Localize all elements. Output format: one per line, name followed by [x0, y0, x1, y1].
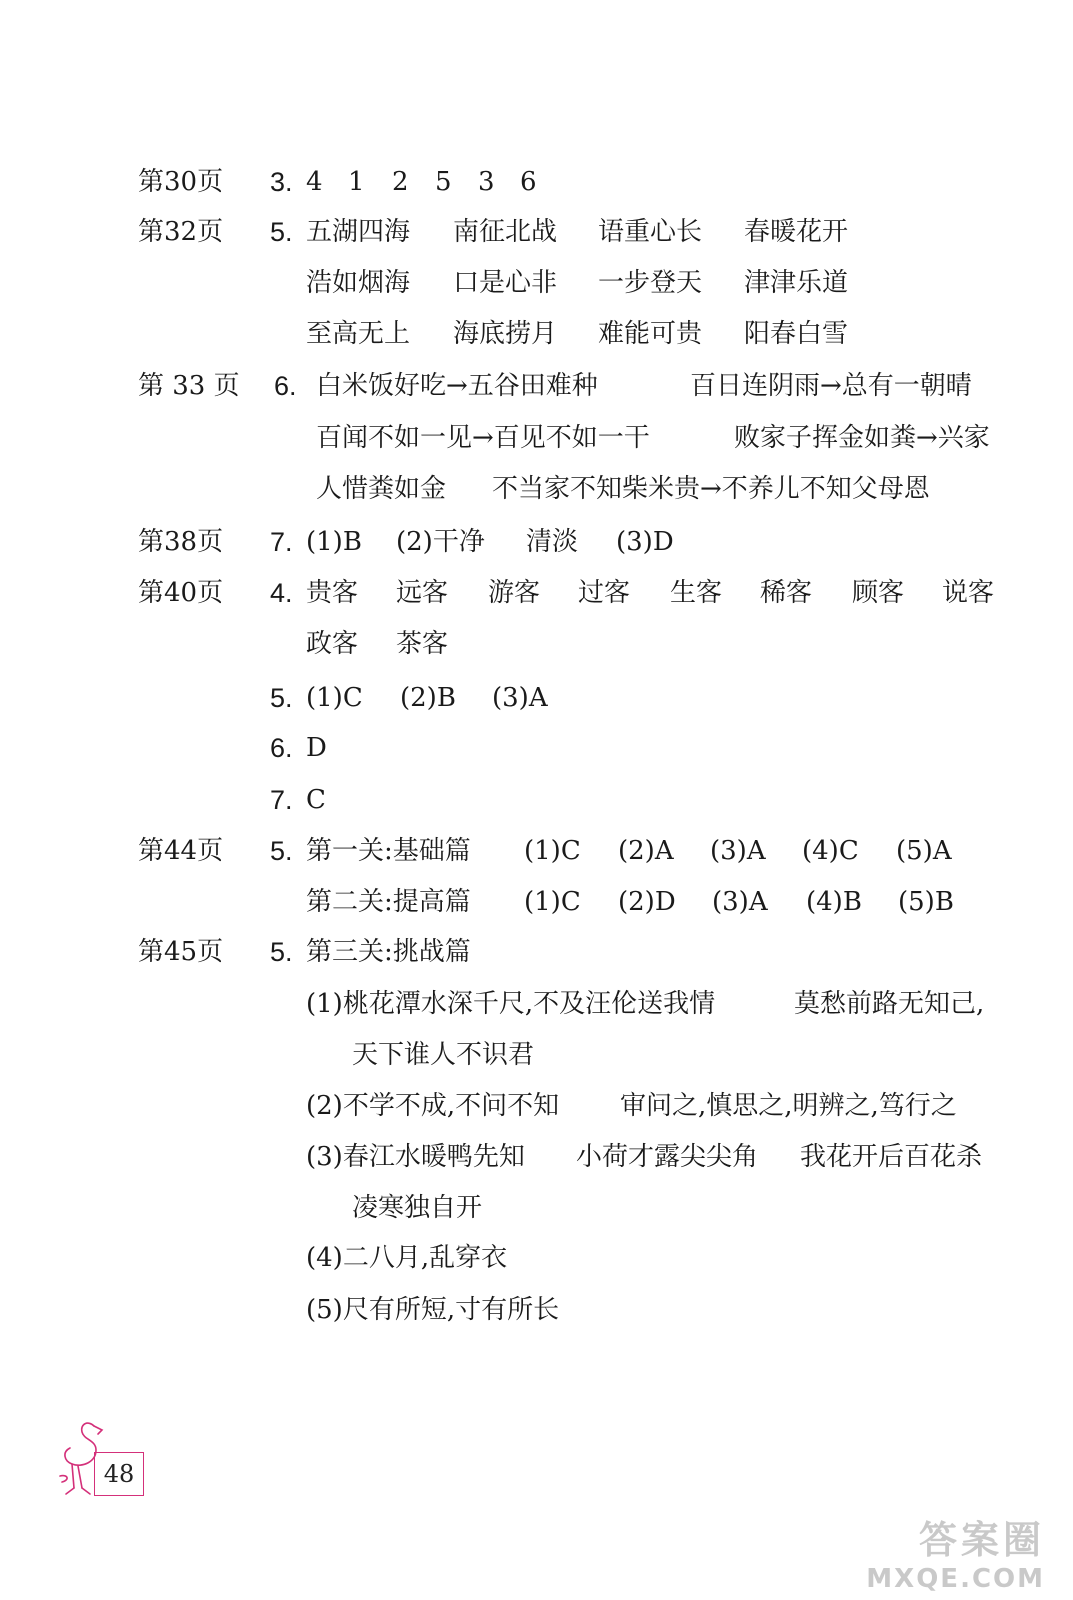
answer-item: 2	[392, 167, 409, 197]
answer-row-p33	[138, 366, 1038, 406]
answer-item: 审问之,慎思之,明辨之,笃行之	[620, 1091, 957, 1121]
answer-item: (3)A	[712, 887, 768, 917]
answer-item: 5	[435, 167, 452, 197]
answer-item: 阳春白雪	[744, 319, 849, 349]
answer-row-p45	[138, 932, 558, 972]
answer-item: 浩如烟海	[306, 268, 411, 298]
answer-item: 说客	[942, 578, 995, 608]
answer-item: (2)干净	[396, 527, 485, 557]
answer-item: (1)C	[524, 836, 581, 866]
answer-item: 凌寒独自开	[352, 1193, 483, 1223]
answer-item: (2)B	[400, 683, 456, 713]
answer-item: (3)春江水暖鸭先知	[306, 1142, 525, 1172]
answer-row	[138, 469, 1038, 509]
answer-item: D	[306, 733, 327, 763]
answer-item: 不当家不知柴米贵→不养儿不知父母恩	[492, 474, 930, 504]
question-number: 5.	[270, 836, 293, 866]
answer-item: (2)D	[618, 887, 676, 917]
answer-item: (3)D	[616, 527, 674, 557]
question-number: 7.	[270, 527, 293, 557]
page-ref: 第32页	[138, 217, 224, 247]
answer-item: 远客	[396, 578, 449, 608]
answer-item: (1)桃花潭水深千尺,不及汪伦送我情	[306, 989, 716, 1019]
answer-item: 6	[520, 167, 537, 197]
question-number: 3.	[270, 167, 293, 197]
question-number: 5.	[270, 683, 293, 713]
answer-item: 4	[306, 167, 323, 197]
page-ref: 第45页	[138, 937, 224, 967]
answer-item: 小荷才露尖尖角	[576, 1142, 759, 1172]
answer-item: 第三关:挑战篇	[306, 937, 471, 967]
answer-item: 第二关:提高篇	[306, 887, 471, 917]
answer-item: 第一关:基础篇	[306, 836, 471, 866]
answer-row-p32	[138, 212, 878, 252]
answer-item: 政客	[306, 629, 359, 659]
answer-item: 顾客	[852, 578, 905, 608]
answer-item: 百闻不如一见→百见不如一干	[316, 423, 650, 453]
answer-item: 海底捞月	[453, 319, 558, 349]
page-ref: 第44页	[138, 836, 224, 866]
answer-item: (1)C	[524, 887, 581, 917]
answer-row	[138, 1238, 738, 1278]
answer-item: (1)B	[306, 527, 362, 557]
answer-item: 3	[478, 167, 495, 197]
answer-item: 五湖四海	[306, 217, 411, 247]
answer-row	[138, 728, 438, 768]
answer-row-p38	[138, 522, 698, 562]
answer-item: 人惜粪如金	[316, 474, 447, 504]
answer-item: 清淡	[526, 527, 579, 557]
answer-item: 语重心长	[598, 217, 703, 247]
answer-row	[138, 418, 1038, 458]
answer-item: (4)二八月,乱穿衣	[306, 1243, 508, 1273]
answer-item: 白米饭好吃→五谷田难种	[316, 371, 598, 401]
answer-row	[138, 1035, 738, 1075]
watermark-url: MXQE.COM	[866, 1564, 1045, 1594]
answer-item: 至高无上	[306, 319, 411, 349]
question-number: 6.	[274, 371, 297, 401]
answer-row	[138, 780, 438, 820]
answer-item: 生客	[670, 578, 723, 608]
answer-item: (5)尺有所短,寸有所长	[306, 1295, 560, 1325]
answer-item: 天下谁人不识君	[352, 1040, 535, 1070]
answer-item: 口是心非	[453, 268, 558, 298]
answer-item: 一步登天	[598, 268, 703, 298]
answer-item: 败家子挥金如粪→兴家	[734, 423, 990, 453]
answer-item: 莫愁前路无知己,	[794, 989, 985, 1019]
question-number: 4.	[270, 578, 293, 608]
page-number: 48	[94, 1452, 144, 1496]
answer-row	[138, 314, 878, 354]
answer-row	[138, 984, 1028, 1024]
answer-row	[138, 678, 618, 718]
answer-item: 我花开后百花杀	[800, 1142, 983, 1172]
answer-item: 百日连阴雨→总有一朝晴	[690, 371, 972, 401]
answer-item: C	[306, 785, 326, 815]
answer-row-p40	[138, 573, 1018, 613]
answer-item: (4)C	[802, 836, 859, 866]
answer-item: 津津乐道	[744, 268, 849, 298]
watermark-logo-text: 答案圈	[918, 1518, 1045, 1562]
question-number: 5.	[270, 217, 293, 247]
question-number: 6.	[270, 733, 293, 763]
answer-row-p30	[138, 162, 558, 202]
answer-item: 春暖花开	[744, 217, 849, 247]
answer-item: 稀客	[760, 578, 813, 608]
answer-row	[138, 1086, 1028, 1126]
answer-row	[138, 1290, 738, 1330]
answer-item: 南征北战	[453, 217, 558, 247]
answer-item: 难能可贵	[598, 319, 703, 349]
answer-item: 1	[348, 167, 365, 197]
answer-item: (5)A	[896, 836, 952, 866]
answer-row	[138, 263, 878, 303]
answer-item: 过客	[578, 578, 631, 608]
answer-row	[138, 882, 998, 922]
answer-item: 游客	[488, 578, 541, 608]
question-number: 5.	[270, 937, 293, 967]
answer-item: (3)A	[710, 836, 766, 866]
answer-row	[138, 1188, 738, 1228]
page-ref: 第40页	[138, 578, 224, 608]
answer-item: (5)B	[898, 887, 954, 917]
answer-row	[138, 1137, 1028, 1177]
answer-item: (2)不学不成,不问不知	[306, 1091, 560, 1121]
answer-item: (2)A	[618, 836, 674, 866]
answer-item: 贵客	[306, 578, 359, 608]
page-ref: 第38页	[138, 527, 224, 557]
answer-item: (1)C	[306, 683, 363, 713]
answer-item: (3)A	[492, 683, 548, 713]
answer-item: (4)B	[806, 887, 862, 917]
question-number: 7.	[270, 785, 293, 815]
answer-row-p44	[138, 831, 998, 871]
answer-row	[138, 624, 538, 664]
answer-item: 茶客	[396, 629, 449, 659]
page-ref: 第30页	[138, 167, 224, 197]
page-ref: 第 33 页	[138, 371, 240, 401]
watermark	[866, 1509, 1045, 1594]
